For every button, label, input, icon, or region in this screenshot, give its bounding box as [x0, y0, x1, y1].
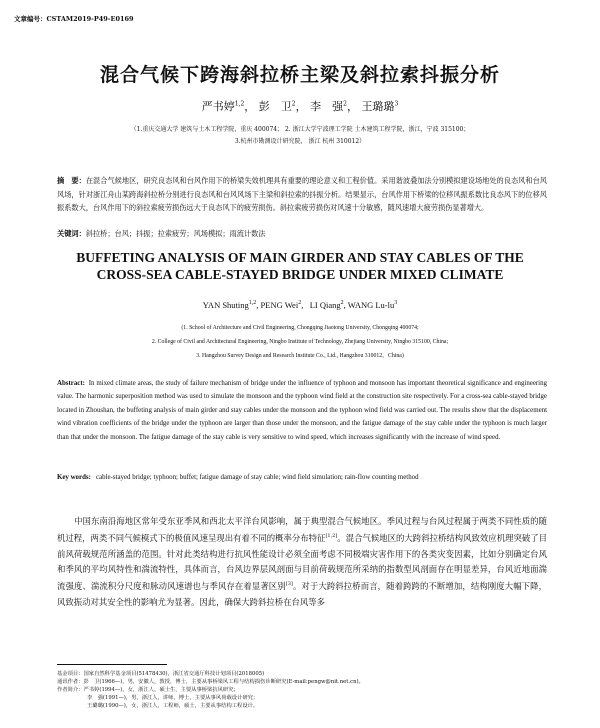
author-affil-mark: 1,2: [234, 100, 245, 108]
author-affil-mark: 1,2: [248, 300, 257, 307]
english-keywords: [57, 474, 547, 481]
author-affil-mark: 3: [394, 300, 398, 307]
author-name: YAN Shuting: [202, 300, 249, 310]
affiliation-line: (1. School of Architecture and Civil Engineering, Chongqing Jiaotong University, Chongqing 400074;: [181, 325, 419, 331]
author-name: 王璐璐: [361, 100, 395, 113]
body-text-segment: 中国东南沿海地区常年受东亚季风和西北太平洋台风影响，属于典型混合气候地区。季风过程与台风过程属于两类不同性质的随机过程，两类不同气候模式下的极值风速呈现出有着不同的概率分布特征: [57, 516, 547, 544]
author-affil-mark: 2: [343, 100, 347, 108]
footnote-funding: 基金项目：国家自然科学基金项目(51478430)，浙江省交通厅科技计划项目(2018005): [57, 671, 265, 677]
english-title-line: BUFFETING ANALYSIS OF MAIN GIRDER AND STAY CABLES OF THE: [76, 250, 524, 265]
english-authors: YAN Shuting$^{1,2}$, PENG Wei$^2$, LI Qiang$^2$, WANG $Lu-lu^3$: [202, 300, 398, 310]
author-name: 李 强: [310, 100, 344, 113]
english-title-line: CROSS-SEA CABLE-STAYED BRIDGE UNDER MIXED CLIMATE: [96, 267, 504, 282]
author-name: PENG Wei: [260, 300, 299, 310]
keywords-text: 斜拉桥；台风；抖振；拉索疲劳；风场模拟；雨流计数法: [85, 229, 266, 238]
chinese-authors: 严书婷$^{1,2}$， 彭 卫$^2$， 李 强$^2$， 王璐璐$^3$: [201, 100, 399, 113]
citation: [1,2]: [325, 533, 338, 540]
footnotes: [57, 670, 547, 710]
chinese-abstract: [57, 174, 547, 215]
author-name: WANG Lu-lu: [347, 300, 395, 310]
english-affiliations: [40, 321, 560, 363]
author-name: LI Qiang: [309, 300, 341, 310]
chinese-title: 混合气候下跨海斜拉桥主梁及斜拉索抖振分析: [99, 64, 500, 86]
footnote-author-bio: 李 强(1991—)，男，浙江人，讲师，博士，主要从事风荷载设计研究；: [87, 695, 259, 702]
chinese-affiliations: [40, 124, 560, 148]
author-affil-mark: 3: [394, 100, 399, 108]
english-abstract: [57, 377, 547, 444]
author-name: 严书婷: [201, 100, 235, 113]
affiliation-line: 3.杭州市勘测设计研究院， 浙江 杭州 310012）: [234, 138, 366, 145]
english-title: [0, 249, 600, 283]
keywords-label: 关键词：: [57, 229, 86, 238]
keywords-text: cable-stayed bridge; typhoon; buffet; fatigue damage of stay cable; wind field simulation; rain-flow counting method: [96, 474, 419, 481]
chinese-keywords: [57, 229, 547, 239]
body-paragraph: [57, 514, 547, 610]
body-text-segment: 。对于大跨斜拉桥而言，随着跨跨的不断增加，结构刚度大幅下降，风致振动对其安全性的影响尤为显著。因此，确保大跨斜拉桥在台风等多: [57, 581, 548, 607]
affiliation-line: 2. College of Civil and Architectural Engineering, Ningbo Institute of Technology, Zhejiang University, Ningbo 315100, China;: [151, 339, 449, 345]
abstract-label: Abstract:: [57, 380, 85, 387]
affiliation-line: 3. Hangzhou Survey Design and Research Institute Co., Ltd., Hangzhou 310012，China): [196, 353, 404, 359]
keywords-label: Key words:: [57, 474, 91, 481]
author-affil-mark: 2: [291, 100, 296, 108]
author-affil-mark: 2: [298, 300, 302, 307]
footnote-divider: [57, 664, 167, 665]
footnote-author-bio: 作者简介：严书婷(1994—)，女，浙江人，硕士生，主要从事桥梁抗风研究；: [57, 687, 239, 694]
footnote-author-bio: 王璐璐(1990—)，女，浙江人，工程师，硕士，主要从事结构工程设计。: [87, 703, 259, 710]
article-number: 文章编号：CSTAM2019-P49-E0169: [14, 15, 134, 23]
author-affil-mark: 2: [340, 300, 344, 307]
footnote-contact: 通讯作者：彭 卫(1966—)，男，安徽人，教授，博士，主要从事桥梁风工程与结构损伤诊断研究(E-mail:pengw@nit.net.cn)。: [57, 679, 364, 686]
affiliation-line: （1.重庆交通大学 建筑与土木工程学院，重庆 400074； 2. 浙江大学宁波理工学院 土木建筑工程学院，浙江，宁波 315100；: [130, 126, 470, 133]
citation: [3]: [285, 581, 293, 588]
body-text-segment: 。混合气候地区的大跨斜拉桥结构风致效应机理突破了目前风荷载规范所涵盖的范围。针对此类结构进行抗风性能设计必须全面考虑不同极端灾害作用下的各类灾变因素，比如分别确定台风和季风的平均风特性和湍流特性，具体而言，台风边界层风剖面与目前荷载规范所采纳的指数型风剖面存在明显差异，台风近地面湍流强度、湍流积分尺度和脉动风速谱也与季风存在着显著区别: [57, 533, 548, 592]
abstract-label: 摘 要：: [57, 176, 86, 185]
abstract-text: In mixed climate areas, the study of failure mechanism of bridge under the influence of typhoon and monsoon has important theoretical significance and engineering value. The harmonic superposition method was used to simulate the monsoon and the typhoon wind field at the construction site respectively. For a cross-sea cable-stayed bridge located in Zhoushan, the buffeting analysis of main girder and stay cables under the monsoon and the typhoon wind field was carried out. The results show that the displacement wind vibration coefficients of the bridge under the typhoon are larger than those under the monsoon, and the fatigue damage of the stay cable under the typhoon is much larger than that under the monsoon. The fatigue damage of the stay cable is very sensitive to wind speed, which increases significantly with the increase of wind speed.: [57, 380, 547, 441]
author-name: 彭 卫: [258, 100, 292, 113]
abstract-text: 在混合气候地区，研究良态风和台风作用下的桥梁失效机理具有重要的理论意义和工程价值。采用谐波叠加法分别模拟建设场地处的良态风和台风风场，针对浙江舟山某跨海斜拉桥分别进行良态风和台风风场下主梁和斜拉索的抖振分析。结果显示，台风作用下桥梁的位移风振系数比良态风下的位移风振系数大，台风作用下的斜拉索疲劳损伤远大于良态风下的疲劳损伤。斜拉索疲劳损伤对风速十分敏感，随风速增大疲劳损伤显著增大。: [57, 176, 547, 212]
